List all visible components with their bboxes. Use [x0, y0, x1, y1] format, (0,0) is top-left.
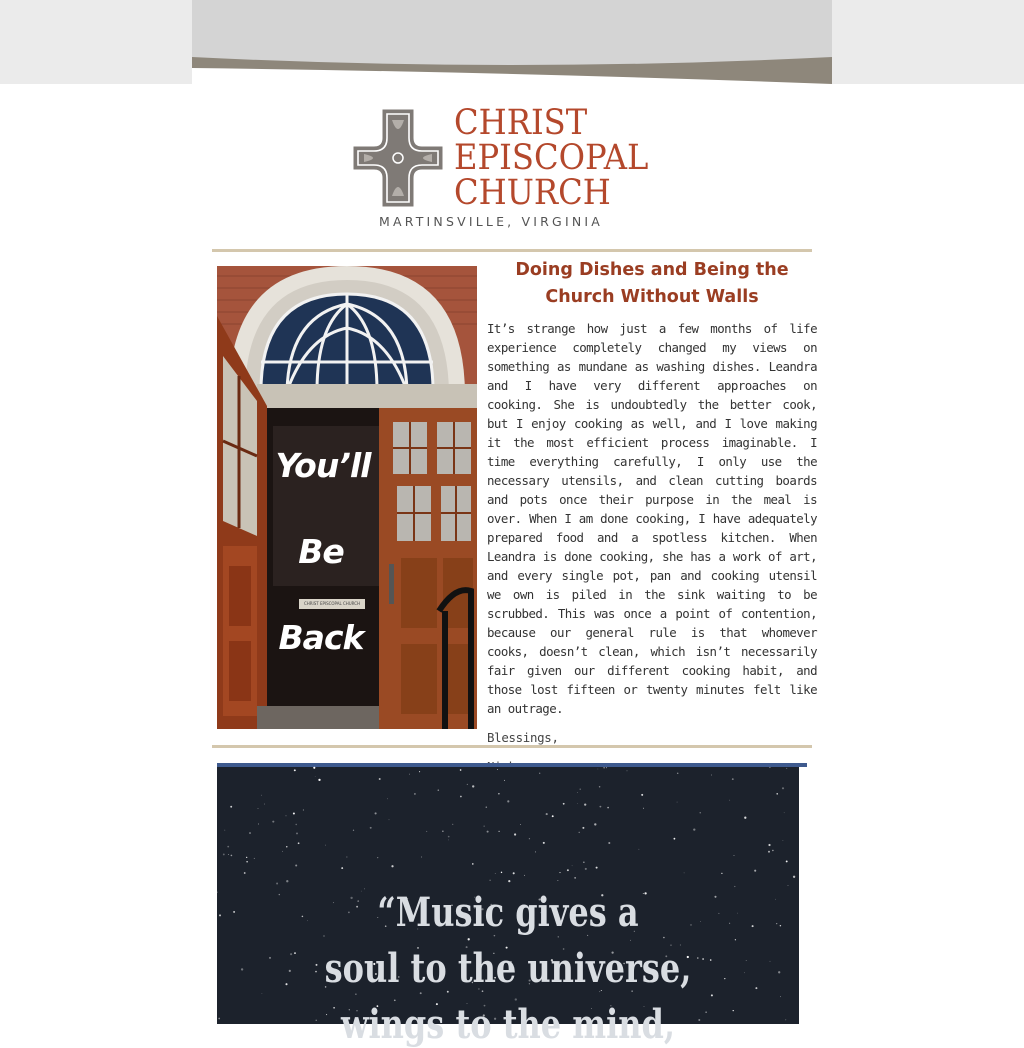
star	[606, 767, 607, 768]
star	[218, 1018, 220, 1020]
star	[584, 803, 586, 805]
star	[596, 867, 598, 869]
star	[599, 806, 601, 808]
star	[341, 867, 343, 869]
star	[269, 957, 271, 959]
star	[261, 795, 262, 796]
star	[448, 840, 449, 841]
star	[721, 873, 722, 874]
star	[379, 778, 381, 780]
star	[375, 812, 377, 814]
star	[786, 768, 787, 769]
star	[507, 800, 509, 802]
star	[468, 938, 470, 940]
star	[472, 785, 474, 787]
quote-line-3: wings to the mind,	[340, 1001, 676, 1048]
star	[442, 831, 443, 832]
star	[641, 794, 643, 796]
star	[768, 844, 770, 846]
star	[711, 775, 712, 776]
star	[224, 830, 225, 831]
door-sign-text: CHRIST EPISCOPAL CHURCH	[303, 601, 361, 606]
star	[543, 842, 545, 844]
star	[254, 858, 255, 859]
star	[486, 806, 487, 807]
star	[711, 994, 713, 996]
star	[355, 993, 356, 994]
star	[674, 838, 676, 840]
star	[582, 827, 584, 829]
star	[539, 773, 540, 774]
star	[231, 855, 233, 857]
star	[498, 793, 499, 794]
article-body: It’s strange how just a few months of life experience completely changed my views on something as mundane as washing dishes. Leandra and I have very different approaches on cooking. She is undoubtedly the better cook, but I enjoy cooking as well, and I love making it the most efficient process imaginable. I time everything carefully, I only use the necessary utensils, and clean cutting boards and pots once their purpose in the meal is over. When I am done cooking, I have adequately prepared food and a spotless kitchen. When Leandra is done cooking, she has a work of art, and every single pot, pan and cooking utensil we own is piled in the sink waiting to be scrubbed. This was once a point of contention, because our general rule is that whomever cooks, doesn’t clean, which isn’t necessarily fair given our different cooking habit, and those lost fifteen or twenty minutes felt like an outrage.	[487, 321, 817, 716]
star	[346, 857, 347, 858]
star	[793, 876, 795, 878]
star	[497, 769, 498, 770]
star	[598, 769, 599, 770]
divider-bottom	[212, 745, 812, 748]
overlay-word-1: You’ll	[275, 446, 371, 485]
star	[249, 832, 251, 834]
star	[772, 850, 773, 851]
star	[298, 842, 300, 844]
star	[258, 824, 259, 825]
star	[639, 849, 640, 850]
star	[577, 803, 578, 804]
article-title: Doing Dishes and Being the Church Without Walls	[515, 260, 789, 307]
star	[677, 802, 678, 803]
star	[608, 842, 610, 844]
star	[734, 886, 735, 887]
star	[786, 860, 788, 862]
star	[567, 869, 569, 871]
star	[370, 827, 372, 829]
star	[452, 824, 453, 825]
star	[377, 857, 378, 858]
logo-text-line-2: EPISCOPAL	[454, 138, 649, 178]
star	[558, 880, 559, 881]
star	[419, 771, 420, 772]
star	[776, 923, 777, 924]
star	[303, 809, 304, 810]
star	[558, 936, 559, 937]
star	[677, 773, 678, 774]
star	[219, 914, 221, 916]
church-logo[interactable]	[352, 104, 682, 234]
star	[216, 891, 217, 892]
star	[788, 885, 789, 886]
star	[387, 798, 388, 799]
star	[409, 774, 410, 775]
star	[769, 767, 770, 768]
star	[513, 872, 515, 874]
star	[420, 992, 422, 994]
divider-top	[212, 249, 812, 252]
star	[529, 838, 530, 839]
star	[262, 993, 263, 994]
star	[228, 854, 229, 855]
star	[775, 899, 776, 900]
star	[448, 836, 450, 838]
star	[663, 937, 665, 939]
star	[244, 872, 246, 874]
star	[508, 880, 510, 882]
star	[700, 812, 701, 813]
star	[391, 865, 393, 867]
star	[744, 972, 745, 973]
star	[295, 864, 297, 866]
star	[572, 865, 573, 866]
star	[594, 823, 596, 825]
star	[599, 786, 601, 788]
star	[520, 824, 521, 825]
star	[498, 831, 499, 832]
star	[414, 793, 416, 795]
starfield-image	[217, 767, 799, 1048]
star	[484, 826, 485, 827]
star	[744, 817, 746, 819]
star	[325, 845, 326, 846]
star	[276, 883, 278, 885]
logo-text-line-1: CHRIST	[454, 103, 588, 143]
star	[778, 971, 780, 973]
star	[438, 789, 440, 791]
star	[246, 861, 247, 862]
star	[782, 787, 784, 789]
star	[501, 872, 502, 873]
star	[223, 853, 225, 855]
star	[495, 873, 496, 874]
star	[282, 851, 283, 852]
star	[535, 851, 536, 852]
star	[264, 804, 265, 805]
star	[580, 789, 581, 790]
star	[294, 769, 296, 771]
star	[296, 832, 298, 834]
star	[754, 870, 756, 872]
star	[318, 779, 320, 781]
star	[684, 873, 685, 874]
star	[603, 767, 604, 768]
star	[472, 863, 474, 865]
star	[630, 940, 631, 941]
star	[353, 830, 354, 831]
star	[768, 851, 770, 853]
star	[752, 925, 754, 927]
star	[272, 821, 274, 823]
overlay-word-3: Back	[278, 618, 364, 657]
star	[467, 784, 468, 785]
star	[286, 880, 288, 882]
star	[627, 770, 628, 771]
star	[460, 796, 462, 798]
star	[487, 831, 489, 833]
star	[585, 868, 587, 870]
star	[559, 872, 560, 873]
star	[286, 846, 287, 847]
star	[563, 803, 565, 805]
star	[552, 815, 554, 817]
music-quote-banner[interactable]	[217, 763, 807, 1048]
star	[785, 1019, 786, 1020]
star	[732, 778, 734, 780]
star	[746, 960, 747, 961]
star	[389, 819, 390, 820]
star	[583, 862, 584, 863]
star	[421, 857, 422, 858]
quote-line-2: soul to the universe,	[324, 945, 692, 992]
star	[579, 832, 580, 833]
logo-text-line-3: CHURCH	[454, 173, 611, 213]
star	[246, 857, 247, 858]
article-closing: Blessings,	[487, 730, 559, 745]
star	[258, 808, 259, 809]
star	[735, 939, 736, 940]
star	[504, 780, 505, 781]
logo-location: MARTINSVILLE, VIRGINIA	[379, 214, 604, 229]
star	[524, 875, 525, 876]
star	[784, 812, 785, 813]
quote-line-1: “Music gives a	[377, 889, 639, 936]
celtic-cross-icon	[352, 108, 444, 208]
star	[460, 769, 462, 771]
church-door-photo[interactable]	[217, 266, 477, 729]
star	[426, 831, 427, 832]
star	[285, 815, 286, 816]
star	[230, 806, 232, 808]
star	[227, 846, 229, 848]
star	[780, 925, 781, 926]
star	[489, 880, 490, 881]
star	[733, 855, 734, 856]
header-wave	[192, 0, 832, 84]
star	[514, 833, 516, 835]
star	[783, 840, 784, 841]
star	[293, 812, 295, 814]
star	[295, 824, 296, 825]
star	[780, 996, 781, 997]
star	[241, 968, 243, 970]
star	[607, 807, 609, 809]
star	[574, 877, 575, 878]
article	[487, 257, 817, 801]
star	[643, 808, 644, 809]
star	[776, 793, 777, 794]
star	[546, 813, 548, 815]
star	[755, 987, 757, 989]
star	[729, 800, 730, 801]
star	[315, 776, 316, 777]
star	[313, 767, 315, 769]
star	[770, 961, 771, 962]
star	[233, 911, 235, 913]
overlay-word-2: Be	[298, 532, 344, 571]
star	[693, 828, 695, 830]
star	[577, 792, 578, 793]
